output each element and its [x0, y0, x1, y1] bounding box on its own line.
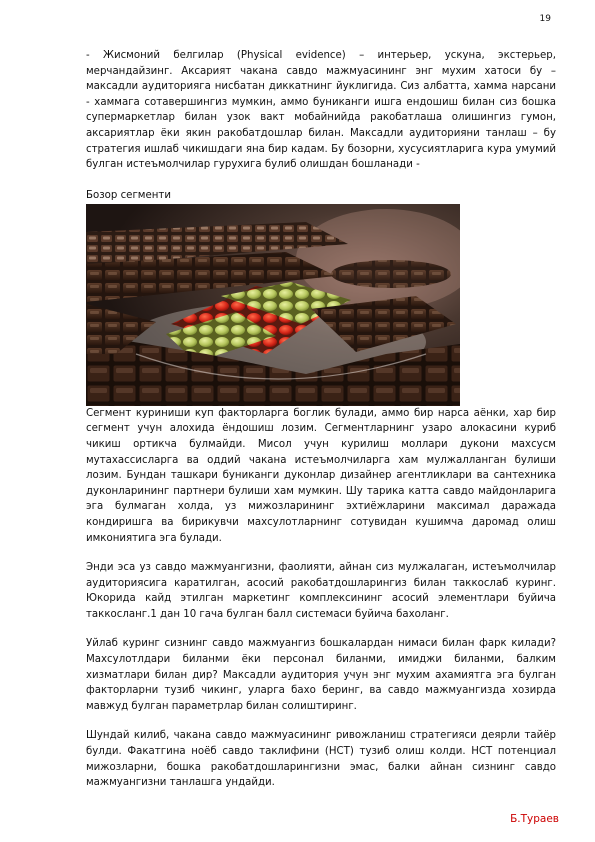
chocolate-display-photo: [86, 204, 460, 406]
body-paragraph-1: Сегмент куриниши куп факторларга боглик булади, аммо бир нарса аёнки, хар бир сегмент учун алохида ёндошиш лозим. Сегментларнинг узаро алокасини куриб чикиш ортикча булмайди. Мисол учун курилиш моллари дукони махсусм мутахассисларга ва оддий чакана истеъмолчиларга хам мулжалланган булиши лозим. Бундан ташкари буниканги дуконлар дизайнер агентликлари ва сантехника дуконларининг партнери булиши хам мумкин. Шу тарика катта савдо майдонларига эга булмаган холда, уз мижозларининг эхтиёжларини максимал даражада кондиришга ва бирикувчи махсулотларнинг сотувидан кушимча даромад олиш имкониятига эга булади.: [86, 407, 556, 544]
body-paragraph-2: Энди эса уз савдо мажмуангизни, фаолияти, айнан сиз мулжалаган, истеъмолчилар аудиториясига каратилган, асосий ракобатдошларингиз билан таккослаб куринг. Юкорида кайд этилган маркетинг комплексининг асосий элементлари буйича таккосланг.1 дан 10 гача булган балл системаси буйича бахоланг.: [86, 562, 556, 620]
body-paragraph-3: Уйлаб куринг сизнинг савдо мажмуангиз бошкалардан нимаси билан фарк килади? Махсулотлдари биланми ёки персонал биланми, имиджи биланми, балким хизматлари билан дир? Максадли аудитория учун энг мухим ахамиятга эга булган факторларни тузиб чикинг, уларга бахо беринг, ва савдо мажмуангизда хозирда мавжуд булган параметрлар билан солиштиринг.: [86, 638, 556, 712]
page-content: [86, 48, 556, 791]
intro-paragraph: - Жисмоний белгилар (Physical evidence) – интерьер, ускуна, экстерьер, мерчандайзинг. Аксарият чакана савдо мажмуасининг энг мухим хатоси бу – максадли аудиторияга нисбатан диккатнинг йуклигида. Сиз албатта, хамма нарсани - хаммага сотавершингиз мумкин, аммо буниканги ишга ендошиш билан сиз бошка супермаркетлар билан узок вакт мобайнийда ракобатлаша олишингиз гумон, аксариятлар ёки якин ракобатдошлар билан. Максадли аудиторияни танлаш – бу стратегия ишлаб чикишдаги яна бир кадам. Бу бозорни, хусусиятларига кура умумий булган истеъмолчилар гурухига булиб олишдан бошланади -: [86, 50, 556, 171]
section-heading: Бозор сегменти: [86, 189, 171, 201]
body-paragraph-4: Шундай килиб, чакана савдо мажмуасининг ривожланиш стратегияси деярли тайёр булди. Факатгина ноёб савдо таклифини (НСТ) тузиб олиш колди. НСТ потенциал мижозларни, бошка ракобатдошларингизни эмас, балки айнан сизнинг савдо мажмуангизни танлашга ундайди.: [86, 730, 556, 789]
page-number: 19: [539, 14, 551, 24]
author-signature: Б.Тураев: [510, 813, 559, 825]
